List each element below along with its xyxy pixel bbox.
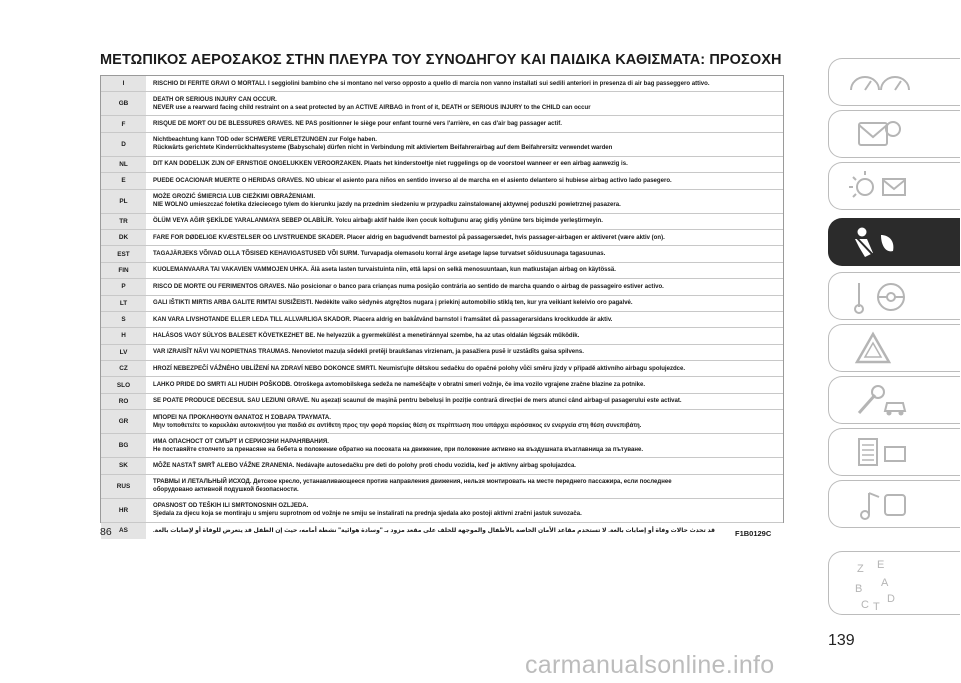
- warning-text: [146, 76, 783, 91]
- tab-dashboard[interactable]: [828, 58, 960, 106]
- warning-line: GALI IŠTIKTI MIRTIS ARBA GALITE RIMTAI SUSIŽEISTI. Nedėkite vaiko sėdynės atgręžtos nugara į priekinį automobilio stiklą ten, kur yra veikiant keleivio oro pagalvė.: [153, 300, 633, 307]
- warning-line: Не поставяйте столчето за пренасяне на бебета в положение обратно на посоката на движение, при положение активно на въздушната възглавница за пътуване.: [153, 446, 644, 453]
- language-code: FIN: [101, 263, 146, 278]
- steering-wheel-icon: [829, 273, 961, 321]
- warning-line: ΜΠΟΡΕΙ ΝΑ ΠΡΟΚΛΗΘΟΥΝ ΘΑΝΑΤΟΣ Η ΣΟΒΑΡΑ ΤΡΑΥΜΑΤΑ.: [153, 414, 331, 421]
- page-title: ΜΕΤΩΠΙΚΟΣ ΑΕΡΟΣΑΚΟΣ ΣΤΗΝ ΠΛΕΥΡΑ ΤΟΥ ΣΥΝΟΔΗΓΟΥ ΚΑΙ ΠΑΙΔΙΚΑ ΚΑΘΙΣΜΑΤΑ: ΠΡΟΣΟΧΗ: [100, 52, 782, 68]
- label-row: [101, 434, 783, 458]
- warning-text: [146, 246, 783, 261]
- language-code: D: [101, 133, 146, 156]
- label-row: [101, 499, 783, 523]
- warning-text: [146, 279, 783, 294]
- tab-maintenance[interactable]: [828, 376, 960, 424]
- language-code: CZ: [101, 361, 146, 376]
- label-row: [101, 173, 783, 189]
- language-code: E: [101, 173, 146, 188]
- alphabetical-index-icon: [829, 552, 961, 616]
- warning-line: NIE WOLNO umieszczać foletika dzieciecego tylem do kierunku jazdy na przednim siedzeniu w przypadku zainstalowanej aktywnej poduszki powietrznej pasazera.: [153, 202, 621, 209]
- tab-multimedia[interactable]: [828, 480, 960, 528]
- warning-text: [146, 312, 783, 327]
- warning-line: KUOLEMANVAARA TAI VAKAVIEN VAMMOJEN UHKA. Älä aseta lasten turvaistuinta niin, että lapsi on selkä menosuuntaan, kun matkustajan airbag on käytössä.: [153, 267, 616, 274]
- warning-line: Sjedala za djecu koja se montiraju u smjeru suprotnom od vožnje ne smiju se instalirati na prednja sjedala ako postoji aktivni zračni jastuk suvozača.: [153, 511, 582, 518]
- seat-safety-airbag-icon: [829, 219, 961, 267]
- tab-warning-lights[interactable]: [828, 162, 960, 210]
- warning-line: KAN VARA LIVSHOTANDE ELLER LEDA TILL ALLVARLIGA SKADOR. Placera aldrig en bakåtvänd barnstol i framsätet då passagerarsidans krockkudde är aktiv.: [153, 316, 613, 323]
- warning-line: ТРАВМЫ И ЛЕТАЛЬНЫЙ ИСХОД. Детское кресло, устанавливающееся против направления движения, нельзя монтировать на месте переднего пассажира, если последнее: [153, 478, 672, 485]
- label-row: [101, 279, 783, 295]
- warning-text: [146, 377, 783, 392]
- label-row: [101, 263, 783, 279]
- language-code: RO: [101, 394, 146, 409]
- label-row: [101, 328, 783, 344]
- warning-text: [146, 475, 783, 498]
- warning-line: TAGAJÄRJEKS VÕIVAD OLLA TÕSISED KEHAVIGASTUSED VÕI SURM. Turvapadja olemasolu korral ärge asetage lapse turvatset sõidusuunaga tagasuunas.: [153, 250, 606, 257]
- language-code: S: [101, 312, 146, 327]
- warning-line: DEATH OR SERIOUS INJURY CAN OCCUR.: [153, 96, 277, 103]
- warning-line: PUEDE OCACIONAR MUERTE O HERIDAS GRAVES. NO ubicar el asiento para niños en sentido inverso al de marcha en el asiento delantero si hubiese airbag activo lado pasegero.: [153, 177, 672, 184]
- index-letter: E: [877, 559, 885, 571]
- language-code: SK: [101, 458, 146, 473]
- language-code: DK: [101, 230, 146, 245]
- warning-text: [146, 328, 783, 343]
- warning-text: [146, 214, 783, 229]
- language-code: LV: [101, 345, 146, 360]
- warning-line: NEVER use a rearward facing child restraint on a seat protected by an ACTIVE AIRBAG in front of it, DEATH or SERIOUS INJURY to the CHILD can occur: [153, 104, 591, 111]
- warning-line: ИМА ОПАСНОСТ ОТ СМЪРТ И СЕРИОЗНИ НАРАНЯВАНИЯ.: [153, 438, 329, 445]
- label-row: [101, 116, 783, 132]
- tab-messages[interactable]: [828, 110, 960, 158]
- warning-text: [146, 345, 783, 360]
- warning-text: [146, 458, 783, 473]
- label-page-number: 86: [100, 526, 112, 538]
- warning-text: [146, 394, 783, 409]
- warning-line: Μην τοποθετείτε το καρεκλάκι αυτοκινήτου για παιδιά σε αντίθετη προς την φορά πορείας θέση σε περίπτωση που υπάρχει αερόσακος εν ενεργεία στη θέση συνεπιβάτη.: [153, 422, 642, 429]
- language-code: F: [101, 116, 146, 131]
- label-row: [101, 377, 783, 393]
- warning-line: HALÁSOS VAGY SÚLYOS BALESET KÖVETKEZHET BE. Ne helyezzük a gyermekülést a menetiránnyal szembe, ha az utas oldalán légzsák működik.: [153, 332, 580, 339]
- warning-light-icon: [829, 163, 961, 211]
- warning-text: [146, 263, 783, 278]
- label-row: [101, 92, 783, 116]
- label-row: [101, 458, 783, 474]
- index-letter: B: [855, 583, 863, 595]
- warning-line: OPASNOST OD TEŠKIH ILI SMRTONOSNIH OZLJEDA.: [153, 502, 309, 509]
- tab-safety[interactable]: [828, 218, 960, 266]
- index-letter: D: [887, 593, 895, 605]
- label-row: [101, 246, 783, 262]
- label-row: [101, 523, 783, 539]
- warning-text: [146, 230, 783, 245]
- warning-line: RISCHIO DI FERITE GRAVI O MORTALI. I seggiolini bambino che si montano nel verso opposto a quello di marcia non vanno installati sui sedili anteriori in presenza di air bag passeggero attivo.: [153, 80, 710, 87]
- wrench-car-icon: [829, 377, 961, 425]
- warning-line: VAR IZRAISĪT NĀVI VAI NOPIETNAS TRAUMAS. Nenovietot mazuļa sēdekli pretēji braukšanas virzienam, ja pasažiera pusē ir uzstādīts gaisa spilvens.: [153, 349, 584, 356]
- warning-line: ÖLÜM VEYA AĞIR ŞEKİLDE YARALANMAYA SEBEP OLABİLİR. Yolcu airbağı aktif halde iken çocuk koltuğunu araç gidiş yönüne ters biçimde yerleştirmeyin.: [153, 218, 603, 225]
- language-code: PL: [101, 190, 146, 213]
- label-row: [101, 475, 783, 499]
- label-row: [101, 190, 783, 214]
- language-code: TR: [101, 214, 146, 229]
- warning-line: FARE FOR DØDELIGE KVÆSTELSER OG LIVSTRUENDE SKADER. Placer aldrig en bagudvendt barnestol på passagersædet, hvis passager-airbagen er aktiveret (være aktiv (on).: [153, 234, 665, 241]
- warning-line: Rückwärts gerichtete Kinderrückhaltesysteme (Babyschale) dürfen nicht in Verbindung mit aktiviertem Beifahrerairbag auf dem Beifahrersitz verwendet warden: [153, 145, 613, 152]
- figure-reference-code: F1B0129C: [735, 529, 772, 538]
- warning-text: [146, 523, 783, 539]
- warning-line: SE POATE PRODUCE DECESUL SAU LEZIUNI GRAVE. Nu așezați scaunul de mașină pentru bebeluși în poziție contrară direcției de mers atunci când airbag-ul pasagerului este activat.: [153, 398, 682, 405]
- language-code: NL: [101, 157, 146, 172]
- technical-list-icon: [829, 429, 961, 477]
- car-dashboard-icon: [829, 59, 961, 107]
- page-number: 139: [828, 632, 855, 649]
- warning-line: RISQUE DE MORT OU DE BLESSURES GRAVES. NE PAS positionner le siège pour enfant tourné vers l'arrière, en cas d'air bag passager actif.: [153, 120, 562, 127]
- warning-line: оборудовано активной подушкой безопасности.: [153, 487, 299, 494]
- label-row: [101, 214, 783, 230]
- language-code: RUS: [101, 475, 146, 498]
- warning-text: [146, 116, 783, 131]
- language-code: GR: [101, 410, 146, 433]
- label-row: [101, 312, 783, 328]
- warning-line: MÔŽE NASTAŤ SMRŤ ALEBO VÁŽNE ZRANENIA. Nedávajte autosedačku pre deti do polohy proti chodu vozidla, keď je aktívny airbag spolujazdca.: [153, 462, 576, 469]
- label-row: [101, 76, 783, 92]
- warning-text: [146, 410, 783, 433]
- language-code: HR: [101, 499, 146, 522]
- warning-text: [146, 133, 783, 156]
- label-row: [101, 230, 783, 246]
- language-code: LT: [101, 296, 146, 311]
- warning-text: [146, 499, 783, 522]
- language-code: H: [101, 328, 146, 343]
- language-code: I: [101, 76, 146, 91]
- tab-emergency[interactable]: [828, 324, 960, 372]
- warning-text: [146, 296, 783, 311]
- tab-starting-driving[interactable]: [828, 272, 960, 320]
- language-code: AS: [101, 523, 146, 539]
- warning-line: DIT KAN DODELIJK ZIJN OF ERNSTIGE ONGELUKKEN VEROORZAKEN. Plaats het kinderstoeltje niet ruggelings op de voorstoel wanneer er een airbag aanwezig is.: [153, 161, 628, 168]
- warning-line: MOŻE GROZIĆ ŚMIERCIA LUB CIEŻKIMI OBRAŻENIAMI.: [153, 193, 316, 200]
- label-row: [101, 361, 783, 377]
- index-letter: A: [881, 577, 889, 589]
- warning-text: [146, 190, 783, 213]
- language-code: GB: [101, 92, 146, 115]
- label-row: [101, 133, 783, 157]
- index-letter: T: [873, 601, 880, 613]
- warning-line: LAHKO PRIDE DO SMRTI ALI HUDIH POŠKODB. Otroškega avtomobilskega sedeža ne nameščajte v obratni smeri vožnje, če ima vozilo vgrajene zračne blazine za potnike.: [153, 382, 646, 389]
- index-letter: C: [861, 599, 869, 611]
- emergency-triangle-icon: [829, 325, 961, 373]
- language-code: BG: [101, 434, 146, 457]
- tab-index[interactable]: [828, 551, 960, 615]
- warning-line: RISCO DE MORTE OU FERIMENTOS GRAVES. Não posicionar o banco para crianças numa posição contrária ao sentido de marcha quando o airbag de passageiro estiver activo.: [153, 283, 664, 290]
- warning-text: [146, 434, 783, 457]
- watermark: carmanualsonline.info: [525, 651, 775, 679]
- warning-line: قد تحدث حالات وفاة أو إصابات بالغة. لا تستخدم مقاعد الأمان الخاصة بالأطفال والموجهة للخلف على مقعد مزود بـ "وسادة هوائية" نشطة أمامه، حيث إن الطفل قد يتعرض للوفاة أو لإصابات بالغة.: [153, 527, 715, 534]
- warning-line: HROZÍ NEBEZPEČÍ VÁŽNÉHO UBLÍŽENÍ NA ZDRAVÍ NEBO DOKONCE SMRTI. Neumisťujte dětskou sedačku do opačné polohy vůči směru jízdy v případě aktivního airbagu spolujezdce.: [153, 365, 686, 372]
- media-note-icon: [829, 481, 961, 529]
- language-code: SLO: [101, 377, 146, 392]
- language-code: P: [101, 279, 146, 294]
- label-row: [101, 296, 783, 312]
- label-row: [101, 345, 783, 361]
- language-code: EST: [101, 246, 146, 261]
- tab-technical-data[interactable]: [828, 428, 960, 476]
- label-row: [101, 394, 783, 410]
- warning-text: [146, 92, 783, 115]
- index-letter: Z: [857, 563, 864, 575]
- label-row: [101, 410, 783, 434]
- warning-text: [146, 157, 783, 172]
- warning-line: Nichtbeachtung kann TOD oder SCHWERE VERLETZUNGEN zur Folge haben.: [153, 137, 377, 144]
- envelope-icon: [829, 111, 961, 159]
- label-row: [101, 157, 783, 173]
- warning-text: [146, 361, 783, 376]
- warning-text: [146, 173, 783, 188]
